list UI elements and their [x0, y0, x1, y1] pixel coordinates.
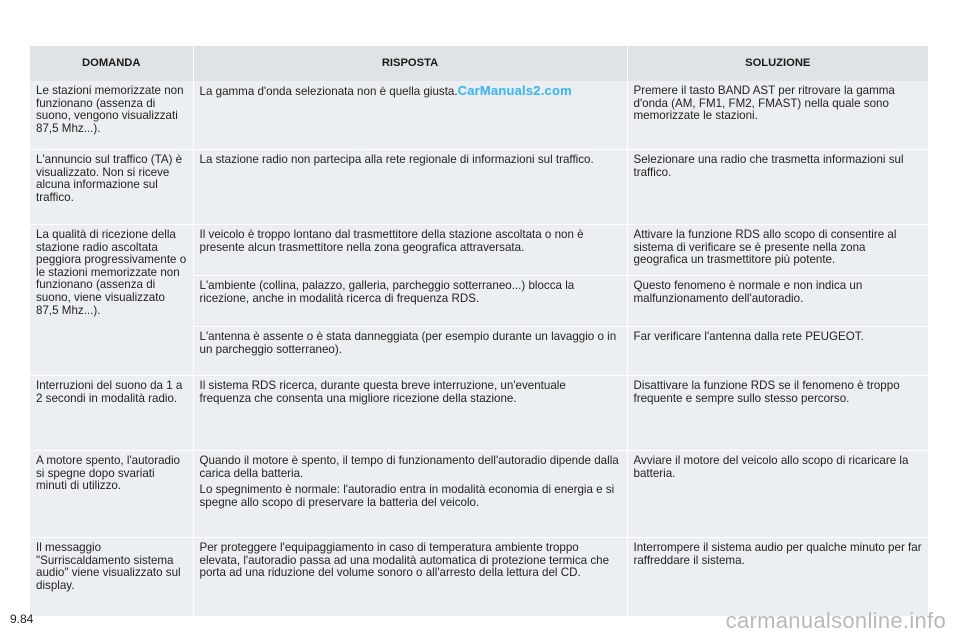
answer-cell: Il veicolo è troppo lontano dal trasmettitore della stazione ascoltata o non è presente alcun trasmettitore nella zona geografica attraversata.	[193, 225, 627, 276]
troubleshooting-table	[30, 46, 928, 617]
question-cell: A motore spento, l'autoradio si spegne dopo svariati minuti di utilizzo.	[30, 451, 193, 538]
table-header-row	[30, 46, 928, 81]
solution-cell: Questo fenomeno è normale e non indica un malfunzionamento dell'autoradio.	[627, 276, 928, 327]
answer-cell: La stazione radio non partecipa alla rete regionale di informazioni sul traffico.	[193, 150, 627, 225]
question-cell: La qualità di ricezione della stazione radio ascoltata peggiora progressivamente o le stazioni memorizzate non funzionano (assenza di suono, viene visualizzato 87,5 Mhz...).	[30, 225, 193, 376]
solution-cell: Disattivare la funzione RDS se il fenomeno è troppo frequente e sempre sullo stesso percorso.	[627, 376, 928, 451]
table-row	[30, 538, 928, 617]
answer-cell: Quando il motore è spento, il tempo di funzionamento dell'autoradio dipende dalla carica della batteria. Lo spegnimento è normale: l'autoradio entra in modalità economia di energia e si spegne allo scopo di preservare la batteria del veicolo.	[193, 451, 627, 538]
answer-cell: Per proteggere l'equipaggiamento in caso di temperatura ambiente troppo elevata, l'autoradio passa ad una modalità automatica di protezione termica che porta ad una riduzione del volume sonoro o all'arresto della lettura del CD.	[193, 538, 627, 617]
solution-cell: Premere il tasto BAND AST per ritrovare la gamma d'onda (AM, FM1, FM2, FMAST) nella quale sono memorizzate le stazioni.	[627, 81, 928, 150]
table-row	[30, 376, 928, 451]
header-answer: RISPOSTA	[193, 46, 627, 81]
table-row	[30, 81, 928, 150]
solution-cell: Avviare il motore del veicolo allo scopo di ricaricare la batteria.	[627, 451, 928, 538]
answer-cell: L'ambiente (collina, palazzo, galleria, parcheggio sotterraneo...) blocca la ricezione, anche in modalità ricerca di frequenza RDS.	[193, 276, 627, 327]
table-row	[30, 225, 928, 276]
answer-cell: La gamma d'onda selezionata non è quella giusta.CarManuals2.com	[193, 81, 627, 150]
table-row	[30, 451, 928, 538]
question-cell: Interruzioni del suono da 1 a 2 secondi in modalità radio.	[30, 376, 193, 451]
solution-cell: Selezionare una radio che trasmetta informazioni sul traffico.	[627, 150, 928, 225]
answer-cell: Il sistema RDS ricerca, durante questa breve interruzione, un'eventuale frequenza che consenta una migliore ricezione della stazione.	[193, 376, 627, 451]
question-cell: L'annuncio sul traffico (TA) è visualizzato. Non si riceve alcuna informazione sul traffico.	[30, 150, 193, 225]
solution-cell: Interrompere il sistema audio per qualche minuto per far raffreddare il sistema.	[627, 538, 928, 617]
question-cell: Il messaggio "Surriscaldamento sistema audio" viene visualizzato sul display.	[30, 538, 193, 617]
question-cell: Le stazioni memorizzate non funzionano (assenza di suono, vengono visualizzati 87,5 Mhz...).	[30, 81, 193, 150]
table-row	[30, 150, 928, 225]
solution-cell: Far verificare l'antenna dalla rete PEUGEOT.	[627, 327, 928, 376]
page-number: 9.84	[10, 612, 34, 626]
header-question: DOMANDA	[30, 46, 193, 81]
header-solution: SOLUZIONE	[627, 46, 928, 81]
inline-watermark: CarManuals2.com	[457, 83, 572, 98]
footer-watermark: carmanualsonline.info	[725, 608, 946, 633]
answer-cell: L'antenna è assente o è stata danneggiata (per esempio durante un lavaggio o in un parcheggio sotterraneo).	[193, 327, 627, 376]
solution-cell: Attivare la funzione RDS allo scopo di consentire al sistema di verificare se è presente nella zona geografica un trasmettitore più potente.	[627, 225, 928, 276]
